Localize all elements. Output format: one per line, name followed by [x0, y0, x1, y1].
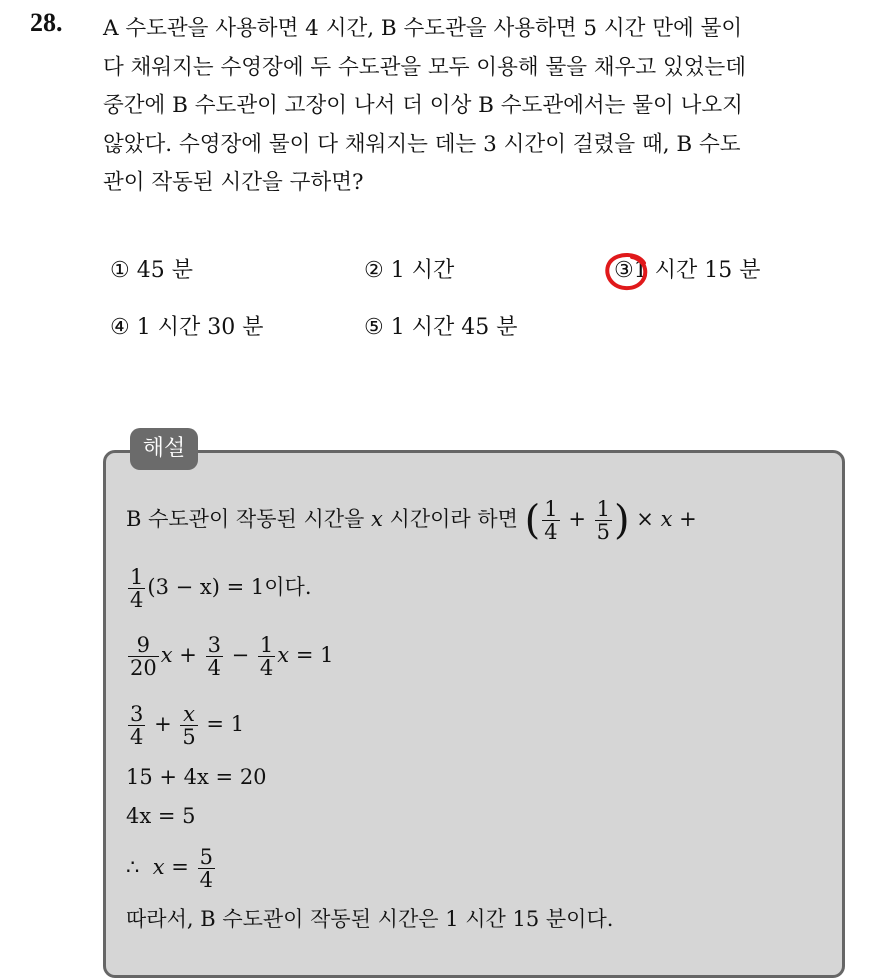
variable-x: x: [152, 855, 165, 880]
solution-line-3: [126, 634, 334, 679]
choice-1[interactable]: [110, 256, 193, 286]
choice-number: ②: [364, 258, 384, 283]
choice-text: 1 시간 30 분: [136, 315, 264, 340]
variable-x: x: [277, 643, 290, 668]
fraction-5-4: $\frac{5}{4}$: [199, 845, 213, 893]
therefore-sign: ∴: [126, 855, 140, 880]
fraction-1-4: $\frac{1}{4}$: [130, 565, 144, 613]
choice-text: 45 분: [136, 258, 193, 283]
fraction-3-4: $\frac{3}{4}$: [130, 702, 144, 750]
choice-number: ③: [614, 258, 634, 283]
choice-2[interactable]: [364, 256, 454, 286]
fraction-1-5: $\frac{1}{5}$: [596, 497, 610, 545]
fraction-x-5: $\frac{x}{5}$: [182, 702, 196, 750]
question-number: 28.: [30, 8, 63, 37]
left-paren: (: [524, 497, 541, 544]
equals-sign: =: [171, 855, 189, 880]
solution-expression: = 1: [226, 575, 265, 600]
solution-expression: (3 − x): [147, 575, 220, 600]
minus-sign: −: [231, 643, 250, 668]
equals-sign: =: [206, 712, 225, 737]
solution-line-5: 15 + 4x = 20: [126, 765, 267, 789]
fraction-1-4: $\frac{1}{4}$: [544, 497, 558, 545]
choice-number: ①: [110, 258, 130, 283]
variable-x: x: [660, 507, 673, 532]
plus-sign: +: [179, 643, 197, 668]
solution-conclusion: 따라서, B 수도관이 작동된 시간은 1 시간 15 분이다.: [126, 907, 614, 931]
question-line: 않았다. 수영장에 물이 다 채워지는 데는 3 시간이 걸렸을 때, B 수도: [103, 131, 741, 157]
solution-text: 이다.: [264, 575, 312, 600]
solution-line-1: [126, 498, 697, 543]
solution-line-4: [126, 703, 244, 748]
solution-text: B 수도관이 작동된 시간을: [126, 507, 365, 532]
question-line: A 수도관을 사용하면 4 시간, B 수도관을 사용하면 5 시간 만에 물이: [103, 16, 743, 41]
plus-sign: +: [568, 507, 586, 532]
plus-sign: +: [154, 712, 172, 737]
choice-4[interactable]: [110, 313, 263, 343]
solution-label: 해설: [130, 428, 198, 470]
solution-number: 1: [320, 643, 334, 668]
solution-text: 시간이라 하면: [389, 507, 518, 532]
choice-text: 1 시간 45 분: [390, 315, 518, 340]
solution-line-7: [126, 846, 217, 891]
right-paren: ): [613, 497, 630, 544]
choice-number: ④: [110, 315, 130, 340]
question-text: [103, 10, 868, 203]
solution-line-2: [126, 566, 312, 611]
choice-text: 1 시간 15 분: [633, 258, 761, 283]
choice-text: 1 시간: [390, 258, 455, 283]
variable-x: x: [371, 507, 383, 532]
solution-number: 1: [230, 712, 245, 737]
fraction-1-4: $\frac{1}{4}$: [259, 633, 274, 681]
question-line: 중간에 B 수도관이 고장이 나서 더 이상 B 수도관에서는 물이 나오지: [103, 93, 743, 118]
times-sign: ×: [636, 507, 654, 532]
choice-number: ⑤: [364, 315, 384, 340]
solution-line-6: 4x = 5: [126, 804, 196, 828]
equals-sign: =: [295, 643, 314, 668]
variable-x: x: [160, 643, 173, 668]
fraction-9-20: $\frac{9}{20}$: [130, 633, 157, 681]
question-line: 관이 작동된 시간을 구하면?: [103, 170, 364, 195]
question-line: 다 채워지는 수영장에 두 수도관을 모두 이용해 물을 채우고 있었는데: [103, 54, 747, 80]
plus-sign: +: [679, 507, 697, 532]
fraction-3-4: $\frac{3}{4}$: [207, 633, 221, 681]
choice-3[interactable]: [614, 256, 760, 286]
choice-5[interactable]: [364, 313, 517, 343]
